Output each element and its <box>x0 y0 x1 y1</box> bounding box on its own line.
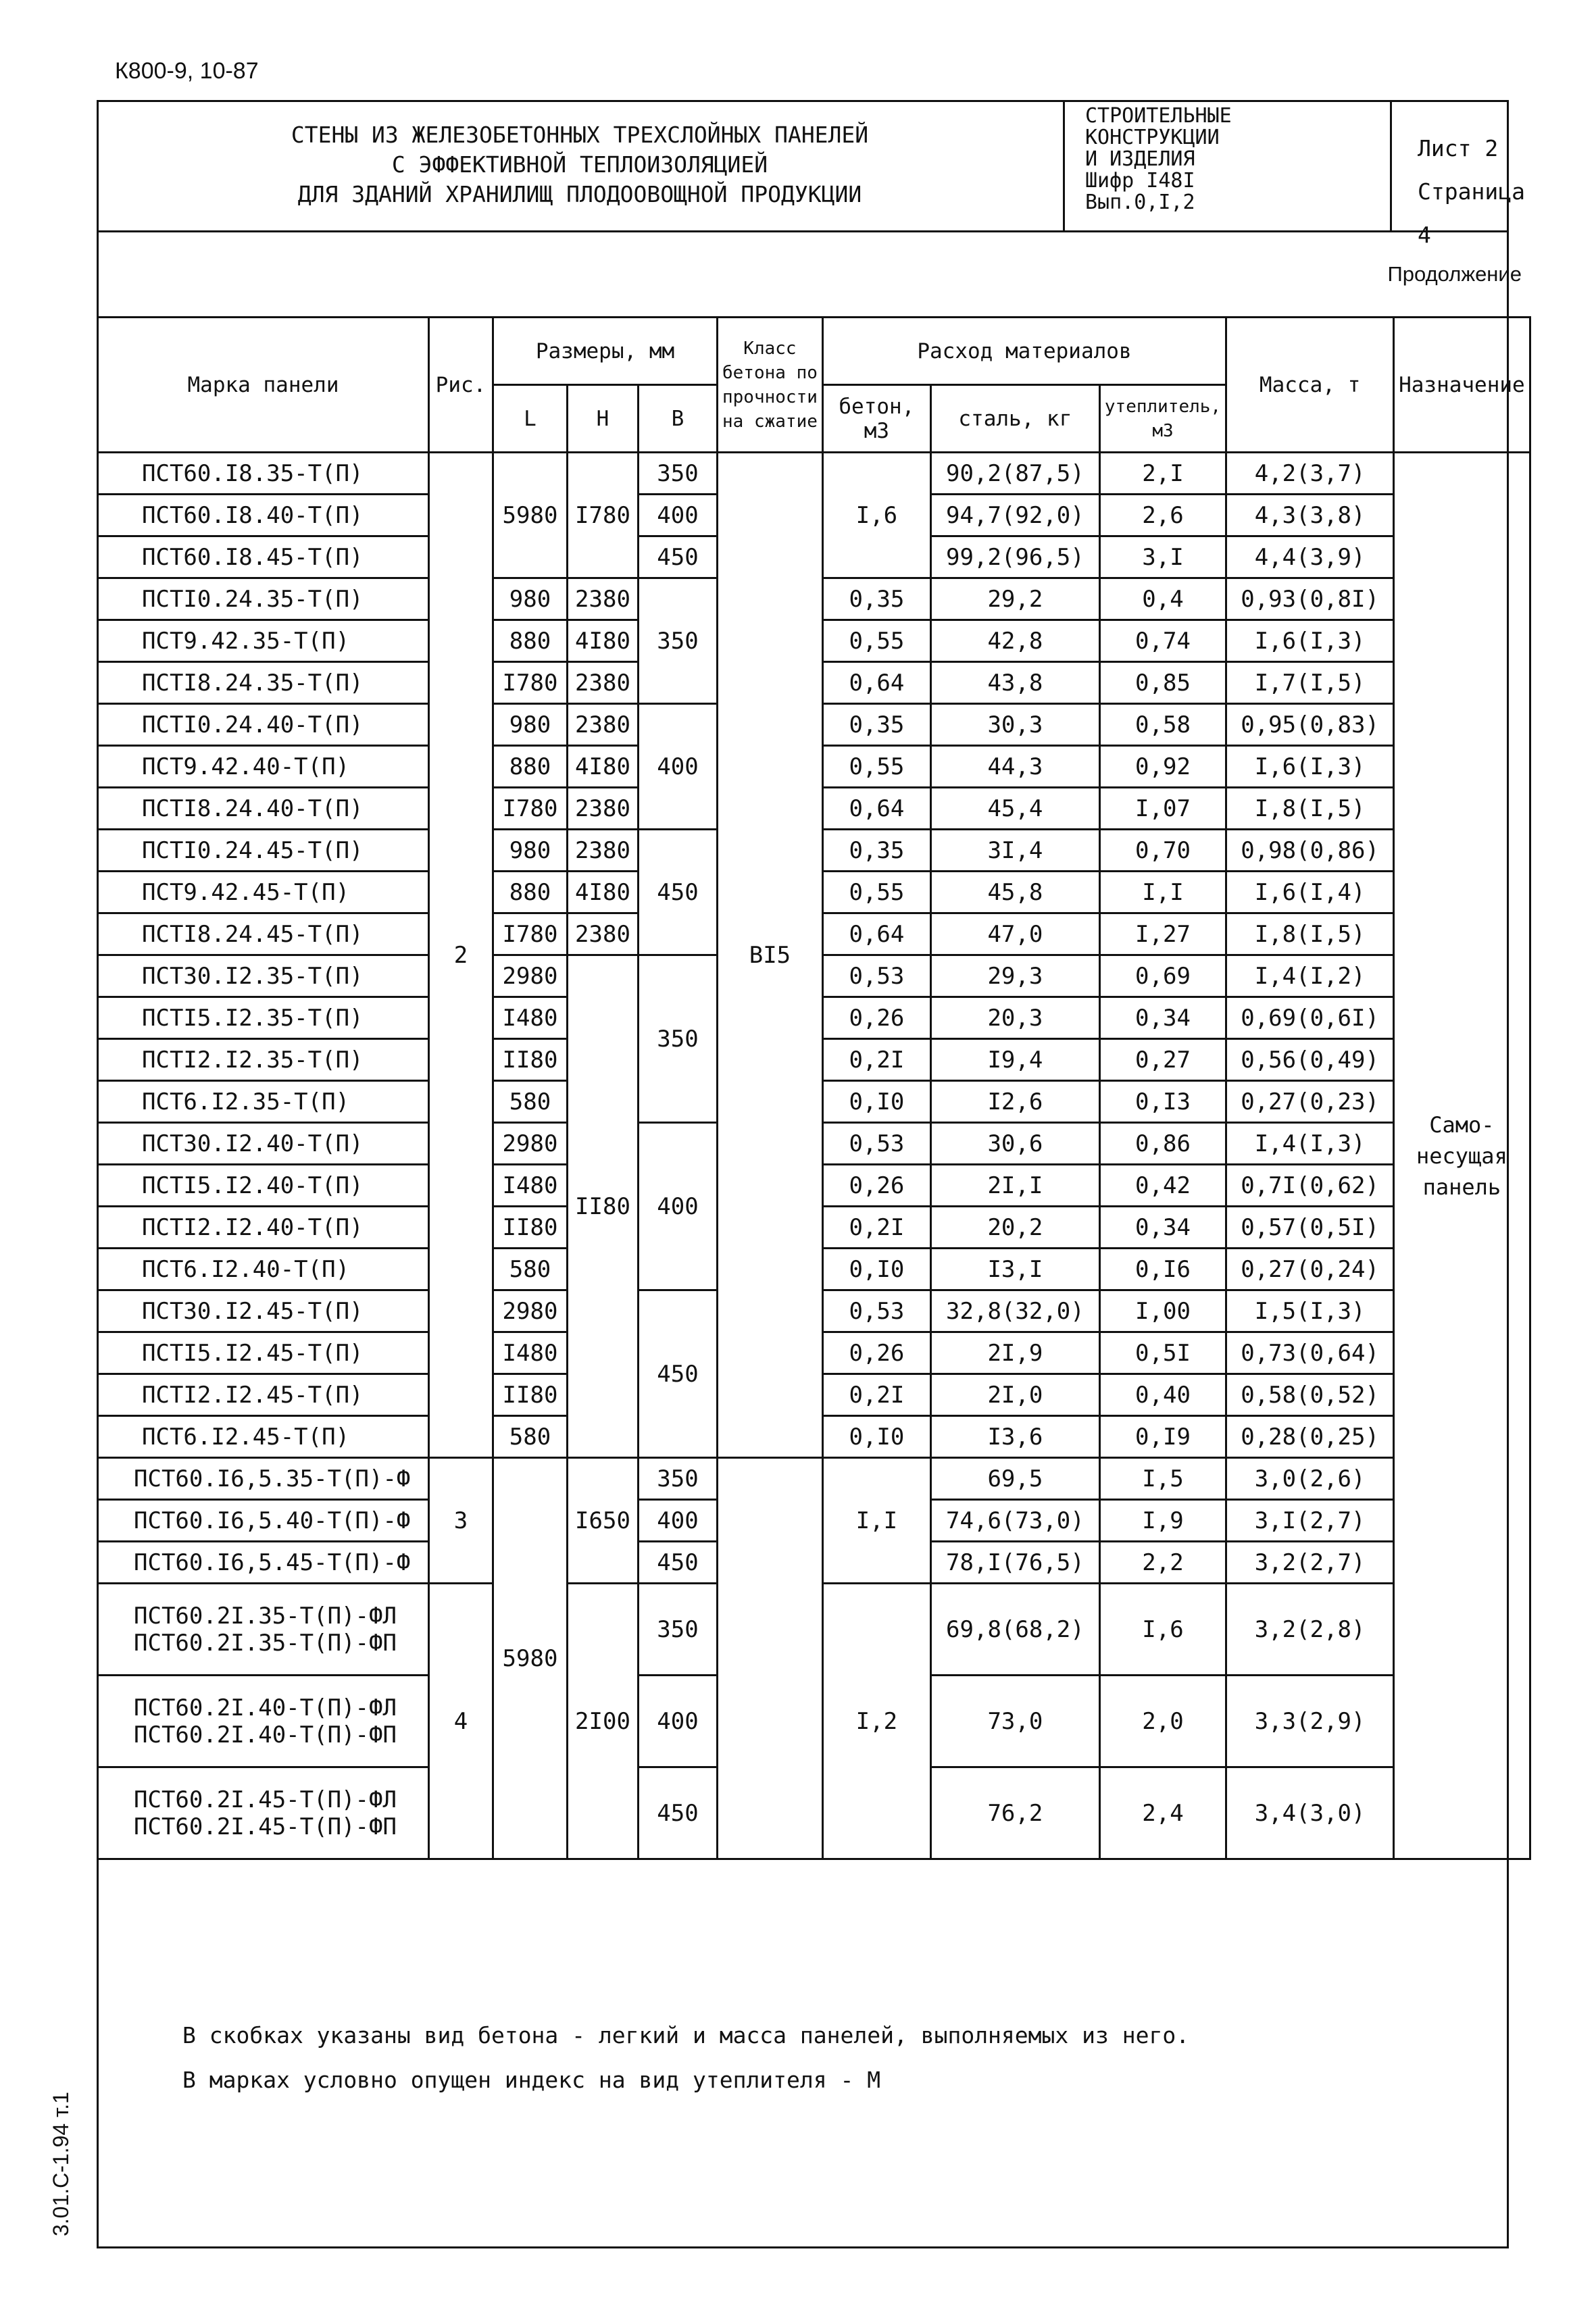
panel-mark <box>98 1767 429 1859</box>
concrete-volume: 0,2I <box>822 1039 930 1081</box>
length-value: 580 <box>493 1416 568 1458</box>
height-value: 4I80 <box>568 746 639 788</box>
steel-value: 32,8(32,0) <box>930 1290 1099 1332</box>
concrete-volume: 0,55 <box>822 620 930 662</box>
insulation-value: 3,I <box>1099 536 1226 578</box>
steel-value: 42,8 <box>930 620 1099 662</box>
panel-mark: ПСТ60.I8.45-Т(П) <box>98 536 429 578</box>
panel-mark: ПСТ30.I2.45-Т(П) <box>98 1290 429 1332</box>
length-value: 880 <box>493 746 568 788</box>
height-value: 2380 <box>568 788 639 830</box>
mass-value: I,7(I,5) <box>1226 662 1394 704</box>
concrete-volume: 0,55 <box>822 746 930 788</box>
insulation-value: I,5 <box>1099 1458 1226 1500</box>
panel-mark-right: ПСТ60.2I.40-Т(П)-ФП <box>134 1721 397 1749</box>
concrete-volume: 0,I0 <box>822 1081 930 1123</box>
concrete-volume: 0,64 <box>822 788 930 830</box>
concrete-volume: 0,2I <box>822 1374 930 1416</box>
steel-value: 44,3 <box>930 746 1099 788</box>
header-mass: Масса, т <box>1226 318 1394 453</box>
panel-mark: ПСТ60.I8.40-Т(П) <box>98 495 429 536</box>
length-value: 980 <box>493 578 568 620</box>
steel-value: 20,3 <box>930 997 1099 1039</box>
insulation-value: 0,40 <box>1099 1374 1226 1416</box>
panel-mark-right: ПСТ60.2I.45-Т(П)-ФП <box>134 1813 397 1840</box>
length-value: 580 <box>493 1249 568 1290</box>
mass-value: 3,3(2,9) <box>1226 1676 1394 1767</box>
height-value: 2380 <box>568 704 639 746</box>
thickness-value: 350 <box>639 1458 718 1500</box>
thickness-value: 350 <box>639 453 718 495</box>
mass-value: 3,0(2,6) <box>1226 1458 1394 1500</box>
height-value: I780 <box>568 453 639 578</box>
series-block <box>1063 100 1392 230</box>
panel-mark: ПСТ9.42.40-Т(П) <box>98 746 429 788</box>
mass-value: 3,I(2,7) <box>1226 1500 1394 1542</box>
length-value: 880 <box>493 872 568 913</box>
steel-value: 74,6(73,0) <box>930 1500 1099 1542</box>
header-fig: Рис. <box>429 318 493 453</box>
steel-value: I3,I <box>930 1249 1099 1290</box>
steel-value: 69,8(68,2) <box>930 1584 1099 1676</box>
length-value: II80 <box>493 1039 568 1081</box>
series-line: Вып.0,I,2 <box>1085 191 1195 214</box>
thickness-value: 350 <box>639 955 718 1123</box>
thickness-value: 400 <box>639 1676 718 1767</box>
insulation-value: 2,I <box>1099 453 1226 495</box>
mass-value: 0,7I(0,62) <box>1226 1165 1394 1207</box>
length-value: 580 <box>493 1081 568 1123</box>
steel-value: 45,8 <box>930 872 1099 913</box>
panel-mark: ПСТ6.I2.40-Т(П) <box>98 1249 429 1290</box>
insulation-value: 0,I9 <box>1099 1416 1226 1458</box>
purpose-value: Само-несущая панель <box>1394 453 1530 1859</box>
concrete-volume: 0,2I <box>822 1207 930 1249</box>
insulation-value: I,00 <box>1099 1290 1226 1332</box>
steel-value: 90,2(87,5) <box>930 453 1099 495</box>
panel-mark: ПСТI2.I2.35-Т(П) <box>98 1039 429 1081</box>
header-H: Н <box>568 385 639 453</box>
insulation-value: 0,58 <box>1099 704 1226 746</box>
header-concrete: бетон, м3 <box>822 385 930 453</box>
length-value: 2980 <box>493 1290 568 1332</box>
concrete-volume: 0,I0 <box>822 1249 930 1290</box>
concrete-volume: 0,26 <box>822 1332 930 1374</box>
panel-mark: ПСТI8.24.40-Т(П) <box>98 788 429 830</box>
length-value: I480 <box>493 1165 568 1207</box>
sheet-number: Лист 2 <box>1418 135 1499 161</box>
steel-value: I9,4 <box>930 1039 1099 1081</box>
header-mark: Марка панели <box>98 318 429 453</box>
header-purpose: Назначение <box>1394 318 1530 453</box>
steel-value: 78,I(76,5) <box>930 1542 1099 1584</box>
mass-value: 0,98(0,86) <box>1226 830 1394 872</box>
steel-value: 2I,9 <box>930 1332 1099 1374</box>
height-value: II80 <box>568 955 639 1458</box>
height-value: 2380 <box>568 913 639 955</box>
notes <box>182 2013 1189 2103</box>
mass-value: 0,95(0,83) <box>1226 704 1394 746</box>
mass-value: 0,69(0,6I) <box>1226 997 1394 1039</box>
insulation-value: 0,I3 <box>1099 1081 1226 1123</box>
concrete-volume: 0,53 <box>822 1290 930 1332</box>
mass-value: 0,27(0,23) <box>1226 1081 1394 1123</box>
side-code: 3.01.С-1.94 т.1 <box>49 2092 73 2236</box>
insulation-value: 0,27 <box>1099 1039 1226 1081</box>
thickness-value: 450 <box>639 1767 718 1859</box>
length-value: 5980 <box>493 453 568 578</box>
thickness-value: 400 <box>639 1123 718 1290</box>
mass-value: 0,27(0,24) <box>1226 1249 1394 1290</box>
insulation-value: 0,85 <box>1099 662 1226 704</box>
panel-mark: ПСТI8.24.35-Т(П) <box>98 662 429 704</box>
steel-value: 45,4 <box>930 788 1099 830</box>
insulation-value: 0,86 <box>1099 1123 1226 1165</box>
series-line: СТРОИТЕЛЬНЫЕ <box>1085 104 1232 128</box>
concrete-volume: 0,26 <box>822 997 930 1039</box>
concrete-volume: 0,35 <box>822 830 930 872</box>
concrete-volume: 0,53 <box>822 955 930 997</box>
insulation-value: 0,69 <box>1099 955 1226 997</box>
panel-mark-right: ПСТ60.2I.35-Т(П)-ФП <box>134 1629 397 1657</box>
concrete-volume: 0,35 <box>822 578 930 620</box>
thickness-value: 450 <box>639 830 718 955</box>
panel-mark: ПСТ60.I6,5.45-Т(П)-Ф <box>98 1542 429 1584</box>
insulation-value: I,07 <box>1099 788 1226 830</box>
mass-value: I,4(I,2) <box>1226 955 1394 997</box>
thickness-value: 400 <box>639 704 718 830</box>
steel-value: 3I,4 <box>930 830 1099 872</box>
mass-value: 0,28(0,25) <box>1226 1416 1394 1458</box>
steel-value: 73,0 <box>930 1676 1099 1767</box>
length-value: 980 <box>493 704 568 746</box>
concrete-volume: 0,26 <box>822 1165 930 1207</box>
page-number: Страница 4 <box>1418 178 1525 248</box>
length-value: I780 <box>493 788 568 830</box>
panel-mark: ПСТ30.I2.35-Т(П) <box>98 955 429 997</box>
steel-value: 43,8 <box>930 662 1099 704</box>
steel-value: 29,2 <box>930 578 1099 620</box>
length-value: I780 <box>493 913 568 955</box>
insulation-value: I,I <box>1099 872 1226 913</box>
length-value: II80 <box>493 1374 568 1416</box>
steel-value: 29,3 <box>930 955 1099 997</box>
concrete-class: BI5 <box>718 453 823 1458</box>
concrete-volume: 0,35 <box>822 704 930 746</box>
height-value: 4I80 <box>568 620 639 662</box>
insulation-value: 0,4 <box>1099 578 1226 620</box>
thickness-value: 400 <box>639 1500 718 1542</box>
steel-value: 47,0 <box>930 913 1099 955</box>
panel-mark: ПСТ6.I2.35-Т(П) <box>98 1081 429 1123</box>
insulation-value: 0,5I <box>1099 1332 1226 1374</box>
note-line: В марках условно опущен индекс на вид утеплителя - М <box>182 2067 881 2093</box>
panel-mark: ПСТ6.I2.45-Т(П) <box>98 1416 429 1458</box>
concrete-volume: 0,53 <box>822 1123 930 1165</box>
height-value: 2380 <box>568 830 639 872</box>
insulation-value: 0,92 <box>1099 746 1226 788</box>
panel-mark: ПСТ9.42.45-Т(П) <box>98 872 429 913</box>
document-code: К800-9, 10-87 <box>115 58 259 84</box>
header-B: В <box>639 385 718 453</box>
panel-mark-left: ПСТ60.2I.45-Т(П)-ФЛ <box>134 1786 397 1813</box>
mass-value: 0,73(0,64) <box>1226 1332 1394 1374</box>
steel-value: 30,3 <box>930 704 1099 746</box>
insulation-value: I,27 <box>1099 913 1226 955</box>
title-line: ДЛЯ ЗДАНИЙ ХРАНИЛИЩ ПЛОДООВОЩНОЙ ПРОДУКЦИИ <box>297 181 862 207</box>
header-dims: Размеры, мм <box>493 318 718 385</box>
length-value: I480 <box>493 997 568 1039</box>
header-materials: Расход материалов <box>822 318 1226 385</box>
panel-mark: ПСТ9.42.35-Т(П) <box>98 620 429 662</box>
concrete-volume: I,2 <box>822 1584 930 1859</box>
document-title <box>97 120 1063 209</box>
panel-mark <box>98 1676 429 1767</box>
insulation-value: 0,34 <box>1099 1207 1226 1249</box>
panels-table <box>97 316 1531 1860</box>
mass-value: I,5(I,3) <box>1226 1290 1394 1332</box>
header-L: L <box>493 385 568 453</box>
length-value: 880 <box>493 620 568 662</box>
steel-value: 2I,I <box>930 1165 1099 1207</box>
steel-value: I3,6 <box>930 1416 1099 1458</box>
concrete-class <box>718 1458 823 1859</box>
header-insulation: утеплитель, м3 <box>1099 385 1226 453</box>
thickness-value: 400 <box>639 495 718 536</box>
panel-mark <box>98 1584 429 1676</box>
header-concrete-class: Класс бетона по прочности на сжатие <box>718 318 823 453</box>
panel-mark: ПСТI2.I2.45-Т(П) <box>98 1374 429 1416</box>
mass-value: 4,4(3,9) <box>1226 536 1394 578</box>
title-line: СТЕНЫ ИЗ ЖЕЛЕЗОБЕТОННЫХ ТРЕХСЛОЙНЫХ ПАНЕЛЕЙ <box>291 122 869 148</box>
mass-value: I,4(I,3) <box>1226 1123 1394 1165</box>
mass-value: I,6(I,4) <box>1226 872 1394 913</box>
insulation-value: 2,0 <box>1099 1676 1226 1767</box>
length-value: 2980 <box>493 1123 568 1165</box>
steel-value: I2,6 <box>930 1081 1099 1123</box>
title-line: С ЭФФЕКТИВНОЙ ТЕПЛОИЗОЛЯЦИЕЙ <box>391 151 768 178</box>
concrete-volume: 0,64 <box>822 913 930 955</box>
panel-mark: ПСТI0.24.45-Т(П) <box>98 830 429 872</box>
length-value: II80 <box>493 1207 568 1249</box>
panel-mark: ПСТ60.I6,5.40-Т(П)-Ф <box>98 1500 429 1542</box>
panel-mark: ПСТ60.I8.35-Т(П) <box>98 453 429 495</box>
panel-mark: ПСТI0.24.35-Т(П) <box>98 578 429 620</box>
insulation-value: 2,4 <box>1099 1767 1226 1859</box>
panel-mark: ПСТI5.I2.40-Т(П) <box>98 1165 429 1207</box>
mass-value: 0,56(0,49) <box>1226 1039 1394 1081</box>
thickness-value: 350 <box>639 1584 718 1676</box>
length-value: 5980 <box>493 1458 568 1859</box>
panel-mark: ПСТI5.I2.35-Т(П) <box>98 997 429 1039</box>
insulation-value: 0,34 <box>1099 997 1226 1039</box>
steel-value: 76,2 <box>930 1767 1099 1859</box>
note-line: В скобках указаны вид бетона - легкий и масса панелей, выполняемых из него. <box>182 2022 1190 2048</box>
length-value: 2980 <box>493 955 568 997</box>
mass-value: 4,2(3,7) <box>1226 453 1394 495</box>
length-value: I480 <box>493 1332 568 1374</box>
insulation-value: 0,74 <box>1099 620 1226 662</box>
height-value: I650 <box>568 1458 639 1584</box>
thickness-value: 450 <box>639 1290 718 1458</box>
continuation-label: Продолжение <box>1387 262 1522 286</box>
concrete-volume: 0,55 <box>822 872 930 913</box>
series-line: И ИЗДЕЛИЯ <box>1085 147 1195 171</box>
insulation-value: I,9 <box>1099 1500 1226 1542</box>
mass-value: 3,4(3,0) <box>1226 1767 1394 1859</box>
fig-number: 3 <box>429 1458 493 1584</box>
thickness-value: 350 <box>639 578 718 704</box>
mass-value: 3,2(2,8) <box>1226 1584 1394 1676</box>
fig-number: 2 <box>429 453 493 1458</box>
panel-mark: ПСТI0.24.40-Т(П) <box>98 704 429 746</box>
mass-value: 4,3(3,8) <box>1226 495 1394 536</box>
thickness-value: 450 <box>639 536 718 578</box>
insulation-value: 2,6 <box>1099 495 1226 536</box>
header-steel: сталь, кг <box>930 385 1099 453</box>
mass-value: I,6(I,3) <box>1226 746 1394 788</box>
steel-value: 69,5 <box>930 1458 1099 1500</box>
height-value: 2380 <box>568 662 639 704</box>
steel-value: 94,7(92,0) <box>930 495 1099 536</box>
mass-value: 0,58(0,52) <box>1226 1374 1394 1416</box>
steel-value: 2I,0 <box>930 1374 1099 1416</box>
insulation-value: 2,2 <box>1099 1542 1226 1584</box>
panel-mark: ПСТI8.24.45-Т(П) <box>98 913 429 955</box>
concrete-volume: 0,I0 <box>822 1416 930 1458</box>
length-value: 980 <box>493 830 568 872</box>
title-block <box>97 100 1525 248</box>
mass-value: 0,93(0,8I) <box>1226 578 1394 620</box>
panel-mark: ПСТI2.I2.40-Т(П) <box>98 1207 429 1249</box>
height-value: 2380 <box>568 578 639 620</box>
panel-mark: ПСТ60.I6,5.35-Т(П)-Ф <box>98 1458 429 1500</box>
thickness-value: 450 <box>639 1542 718 1584</box>
mass-value: I,8(I,5) <box>1226 913 1394 955</box>
concrete-volume: 0,64 <box>822 662 930 704</box>
panel-mark: ПСТI5.I2.45-Т(П) <box>98 1332 429 1374</box>
series-line: КОНСТРУКЦИИ <box>1085 126 1220 149</box>
panel-mark-left: ПСТ60.2I.40-Т(П)-ФЛ <box>134 1694 397 1721</box>
insulation-value: 0,70 <box>1099 830 1226 872</box>
fig-number: 4 <box>429 1584 493 1859</box>
insulation-value: 0,I6 <box>1099 1249 1226 1290</box>
mass-value: 3,2(2,7) <box>1226 1542 1394 1584</box>
sheet-info <box>1392 100 1535 257</box>
concrete-volume: I,6 <box>822 453 930 578</box>
concrete-volume: I,I <box>822 1458 930 1584</box>
panel-mark: ПСТ30.I2.40-Т(П) <box>98 1123 429 1165</box>
height-value: 2I00 <box>568 1584 639 1859</box>
series-line: Шифр I48I <box>1085 169 1195 193</box>
steel-value: 30,6 <box>930 1123 1099 1165</box>
mass-value: 0,57(0,5I) <box>1226 1207 1394 1249</box>
height-value: 4I80 <box>568 872 639 913</box>
insulation-value: 0,42 <box>1099 1165 1226 1207</box>
steel-value: 99,2(96,5) <box>930 536 1099 578</box>
length-value: I780 <box>493 662 568 704</box>
insulation-value: I,6 <box>1099 1584 1226 1676</box>
mass-value: I,6(I,3) <box>1226 620 1394 662</box>
mass-value: I,8(I,5) <box>1226 788 1394 830</box>
panel-mark-left: ПСТ60.2I.35-Т(П)-ФЛ <box>134 1602 397 1630</box>
steel-value: 20,2 <box>930 1207 1099 1249</box>
